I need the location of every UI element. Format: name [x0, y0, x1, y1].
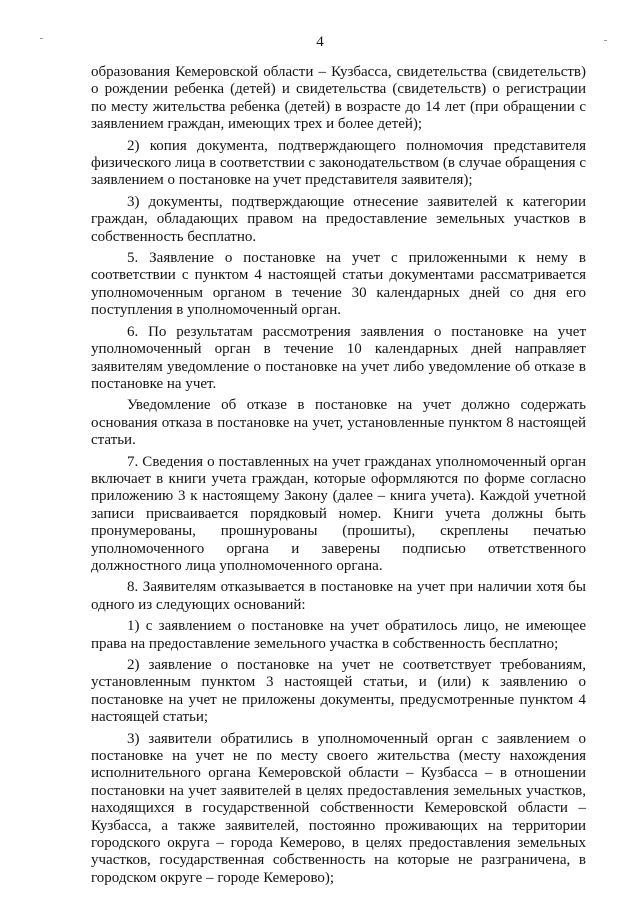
document-body	[91, 64, 586, 887]
paragraph-ground-1: 1) с заявлением о постановке на учет обратилось лицо, не имеющее права на предоставление земельного участка в собственность бесплатно;	[91, 618, 586, 652]
paragraph-clause-7: 7. Сведения о поставленных на учет гражданах уполномоченный орган включает в книги учета граждан, которые оформляются по форме согласно приложению 3 к настоящему Закону (далее – книга учета). Каждой учетной записи присваивается порядковый номер. Книги учета должны быть пронумерованы, прошнурованы (прошиты), скреплены печатью уполномоченного органа и заверены подписью ответственного должностного лица уполномоченного органа.	[91, 453, 586, 574]
paragraph-clause-8: 8. Заявителям отказывается в постановке на учет при наличии хотя бы одного из следующих оснований:	[91, 579, 586, 613]
paragraph-continuation: образования Кемеровской области – Кузбасса, свидетельства (свидетельств) о рождении ребенка (детей) и свидетельства (свидетельств) о регистрации по месту жительства ребенка (детей) в возрасте до 14 лет (при обращении с заявлением граждан, имеющих трех и более детей);	[91, 64, 586, 133]
scan-artifact	[40, 38, 43, 39]
paragraph-ground-3: 3) заявители обратились в уполномоченный орган с заявлением о постановке на учет не по месту своего жительства (месту нахождения исполнительного органа Кемеровской области – Кузбасса – в отношении постановки на учет заявителей в целях предоставления земельных участков, находящихся в государственной собственности Кемеровской области – Кузбасса, а также заявителей, постоянно проживающих на территории городского округа – города Кемерово, в целях предоставления земельных участков, государственная собственность на которые не разграничена, в городском округе – городе Кемерово);	[91, 730, 586, 886]
paragraph-clause-6: 6. По результатам рассмотрения заявления о постановке на учет уполномоченный орган в течение 10 календарных дней направляет заявителям уведомление о постановке на учет либо уведомление об отказе в постановке на учет.	[91, 323, 586, 392]
paragraph-item-3: 3) документы, подтверждающие отнесение заявителей к категории граждан, обладающих правом на предоставление земельных участков в собственность бесплатно.	[91, 193, 586, 245]
paragraph-refusal-notice: Уведомление об отказе в постановке на учет должно содержать основания отказа в постановке на учет, установленные пунктом 8 настоящей статьи.	[91, 397, 586, 449]
paragraph-clause-5: 5. Заявление о постановке на учет с приложенными к нему в соответствии с пунктом 4 настоящей статьи документами рассматривается уполномоченным органом в течение 30 календарных дней со дня его поступления в уполномоченный орган.	[91, 250, 586, 319]
paragraph-item-2: 2) копия документа, подтверждающего полномочия представителя физического лица в соответствии с законодательством (в случае обращения с заявлением о постановке на учет представителя заявителя);	[91, 137, 586, 189]
page-number: 4	[316, 34, 324, 50]
paragraph-ground-2: 2) заявление о постановке на учет не соответствует требованиям, установленным пунктом 3 настоящей статьи, и (или) к заявлению о постановке на учет не приложены документы, предусмотренные пунктом 4 настоящей статьи;	[91, 657, 586, 726]
scan-artifact	[604, 40, 607, 41]
